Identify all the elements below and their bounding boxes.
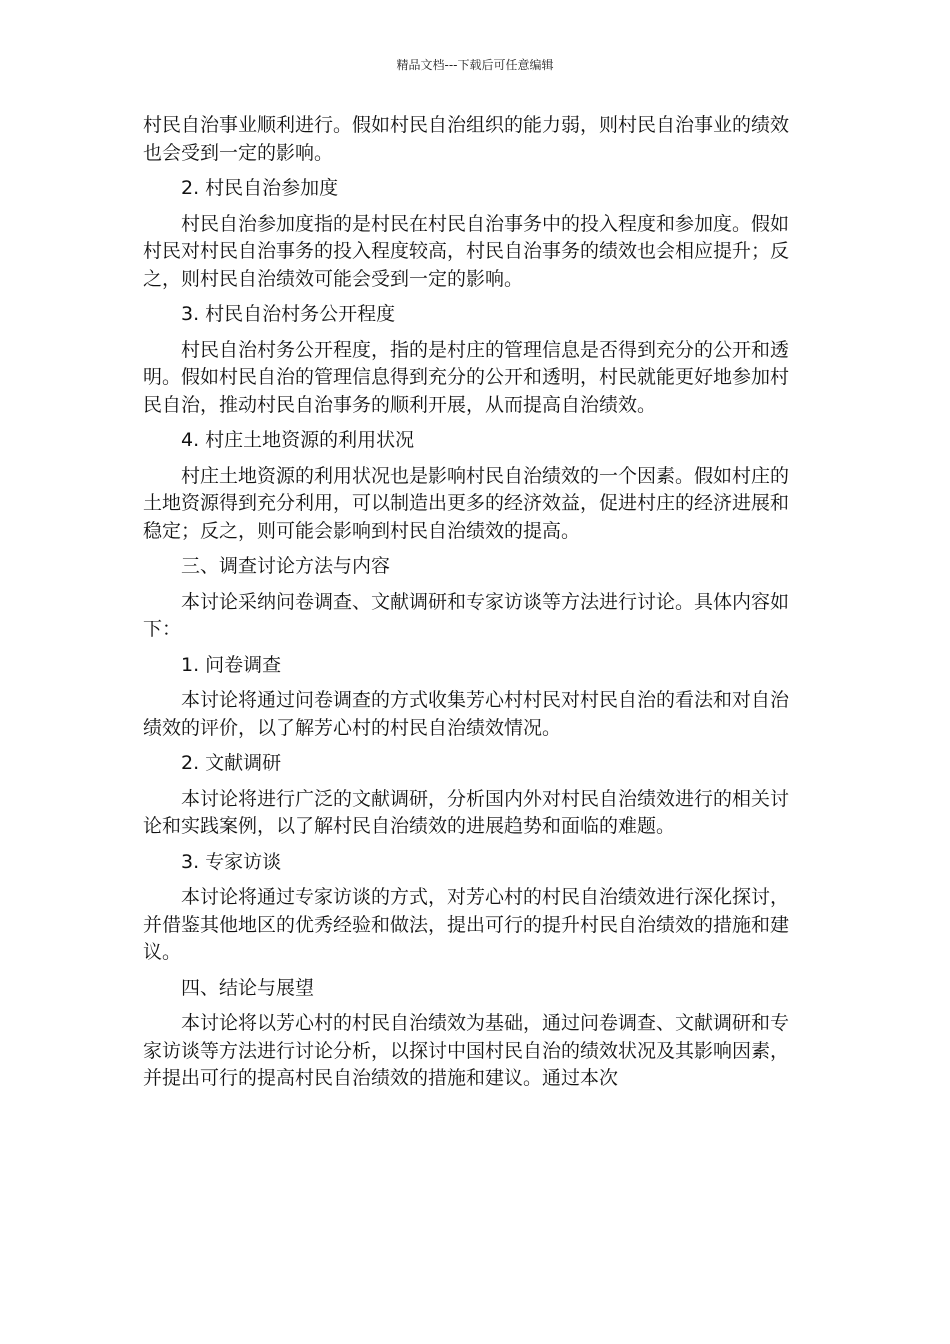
paragraph: 本讨论将通过问卷调查的方式收集芳心村村民对村民自治的看法和对自治绩效的评价，以了解芳心村的村民自治绩效情况。 — [143, 689, 790, 739]
section-heading: 1. 问卷调查 — [181, 653, 282, 676]
section-heading: 4. 村庄土地资源的利用状况 — [181, 429, 415, 451]
section-heading: 3. 专家访谈 — [181, 850, 282, 873]
section-heading: 3. 村民自治村务公开程度 — [181, 303, 396, 325]
paragraph: 本讨论采纳问卷调查、文献调研和专家访谈等方法进行讨论。具体内容如下： — [143, 590, 790, 640]
document-body — [143, 112, 793, 1101]
section-heading: 三、调查讨论方法与内容 — [181, 555, 391, 577]
section-heading: 2. 文献调研 — [181, 752, 282, 774]
page-header: 精品文档---下载后可任意编辑 — [396, 58, 554, 72]
paragraph: 村庄土地资源的利用状况也是影响村民自治绩效的一个因素。假如村庄的土地资源得到充分利用，可以制造出更多的经济效益，促进村庄的经济进展和稳定；反之，则可能会影响到村民自治绩效的提高。 — [143, 464, 790, 542]
paragraph: 村民自治事业顺利进行。假如村民自治组织的能力弱，则村民自治事业的绩效也会受到一定的影响。 — [143, 114, 790, 164]
paragraph: 村民自治村务公开程度，指的是村庄的管理信息是否得到充分的公开和透明。假如村民自治的管理信息得到充分的公开和透明，村民就能更好地参加村民自治，推动村民自治事务的顺利开展，从而提高自治绩效。 — [143, 338, 790, 416]
paragraph: 本讨论将进行广泛的文献调研，分析国内外对村民自治绩效进行的相关讨论和实践案例，以了解村民自治绩效的进展趋势和面临的难题。 — [143, 787, 790, 837]
paragraph: 本讨论将通过专家访谈的方式，对芳心村的村民自治绩效进行深化探讨，并借鉴其他地区的优秀经验和做法，提出可行的提升村民自治绩效的措施和建议。 — [143, 886, 790, 963]
section-heading: 四、结论与展望 — [181, 976, 315, 999]
section-heading: 2. 村民自治参加度 — [181, 177, 339, 199]
paragraph: 本讨论将以芳心村的村民自治绩效为基础，通过问卷调查、文献调研和专家访谈等方法进行讨论分析，以探讨中国村民自治的绩效状况及其影响因素，并提出可行的提高村民自治绩效的措施和建议。通过本次 — [143, 1012, 790, 1089]
paragraph: 村民自治参加度指的是村民在村民自治事务中的投入程度和参加度。假如村民对村民自治事务的投入程度较高，村民自治事务的绩效也会相应提升；反之，则村民自治绩效可能会受到一定的影响。 — [143, 212, 790, 290]
